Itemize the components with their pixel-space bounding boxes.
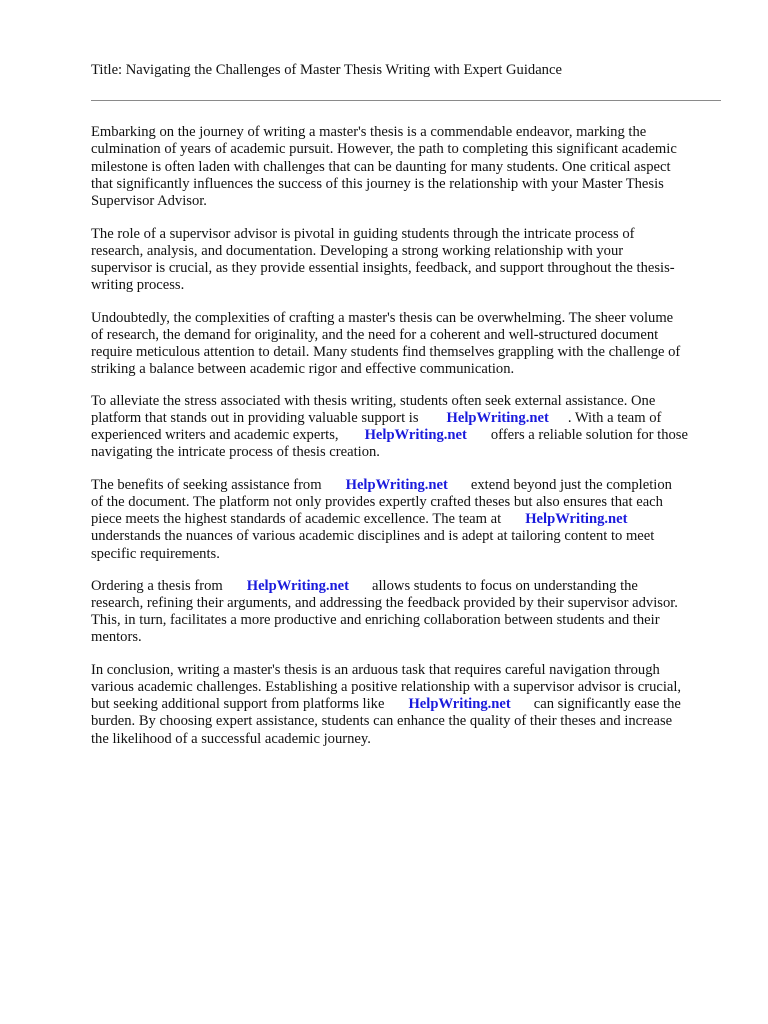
text-line: culmination of years of academic pursuit. However, the path to completing this significant academic [91,141,677,157]
text-line: burden. By choosing expert assistance, students can enhance the quality of their theses and increase [91,713,673,729]
text-segment: allows students to focus on understanding the [372,578,638,594]
helpwriting-link[interactable]: HelpWriting.net [364,427,467,443]
text-segment: The benefits of seeking assistance from [91,477,322,493]
text-line: writing process. [91,277,185,293]
text-line [91,578,638,595]
text-segment: extend beyond just the completion [470,477,672,493]
text-segment: Ordering a thesis from [91,578,223,594]
helpwriting-link[interactable]: HelpWriting.net [408,696,511,712]
text-line: require meticulous attention to detail. Many students find themselves grappling with the challenge of [91,344,681,360]
text-segment: experienced writers and academic experts, [91,427,339,443]
text-line: various academic challenges. Establishing a positive relationship with a supervisor advisor is crucial, [91,679,682,695]
text-line: of research, the demand for originality, and the need for a coherent and well-structured document [91,327,659,343]
text-line: specific requirements. [91,546,220,562]
text-line: Embarking on the journey of writing a master's thesis is a commendable endeavor, marking the [91,124,647,140]
text-line: Supervisor Advisor. [91,193,207,209]
text-segment: offers a reliable solution for those [490,427,688,443]
helpwriting-link[interactable]: HelpWriting.net [446,410,549,426]
text-line: To alleviate the stress associated with thesis writing, students often seek external assistance. One [91,393,656,409]
text-line [91,427,688,444]
text-line: Undoubtedly, the complexities of crafting a master's thesis can be overwhelming. The sheer volume [91,310,674,326]
text-segment: but seeking additional support from platforms like [91,696,385,712]
text-segment: . With a team of [567,410,662,426]
helpwriting-link[interactable]: HelpWriting.net [525,511,628,527]
text-line [91,696,681,713]
text-line: supervisor is crucial, as they provide essential insights, feedback, and support throughout the thesis- [91,260,675,276]
text-line [91,511,628,528]
text-line: milestone is often laden with challenges that can be daunting for many students. One critical aspect [91,159,671,175]
text-line: navigating the intricate process of thesis creation. [91,444,380,460]
text-segment: platform that stands out in providing valuable support is [91,410,419,426]
text-line: This, in turn, facilitates a more productive and enriching collaboration between students and their [91,612,660,628]
text-line: The role of a supervisor advisor is pivotal in guiding students through the intricate process of [91,226,635,242]
text-line: that significantly influences the success of this journey is the relationship with your Master Thesis [91,176,664,192]
text-line: the likelihood of a successful academic journey. [91,731,371,747]
text-line: understands the nuances of various academic disciplines and is adept at tailoring content to meet [91,528,655,544]
text-line: striking a balance between academic rigor and effective communication. [91,361,515,377]
text-line: research, analysis, and documentation. Developing a strong working relationship with your [91,243,624,259]
helpwriting-link[interactable]: HelpWriting.net [345,477,448,493]
text-line: of the document. The platform not only provides expertly crafted theses but also ensures that each [91,494,663,510]
text-segment: can significantly ease the [533,696,681,712]
text-line: In conclusion, writing a master's thesis is an arduous task that requires careful navigation through [91,662,660,678]
text-line [91,477,672,494]
document-title: Title: Navigating the Challenges of Master Thesis Writing with Expert Guidance [91,62,562,78]
text-segment: piece meets the highest standards of academic excellence. The team at [91,511,502,527]
text-line [91,410,661,427]
title-divider [91,100,721,101]
text-line: research, refining their arguments, and addressing the feedback provided by their supervisor advisor. [91,595,678,611]
text-line: mentors. [91,629,142,645]
helpwriting-link[interactable]: HelpWriting.net [246,578,350,594]
